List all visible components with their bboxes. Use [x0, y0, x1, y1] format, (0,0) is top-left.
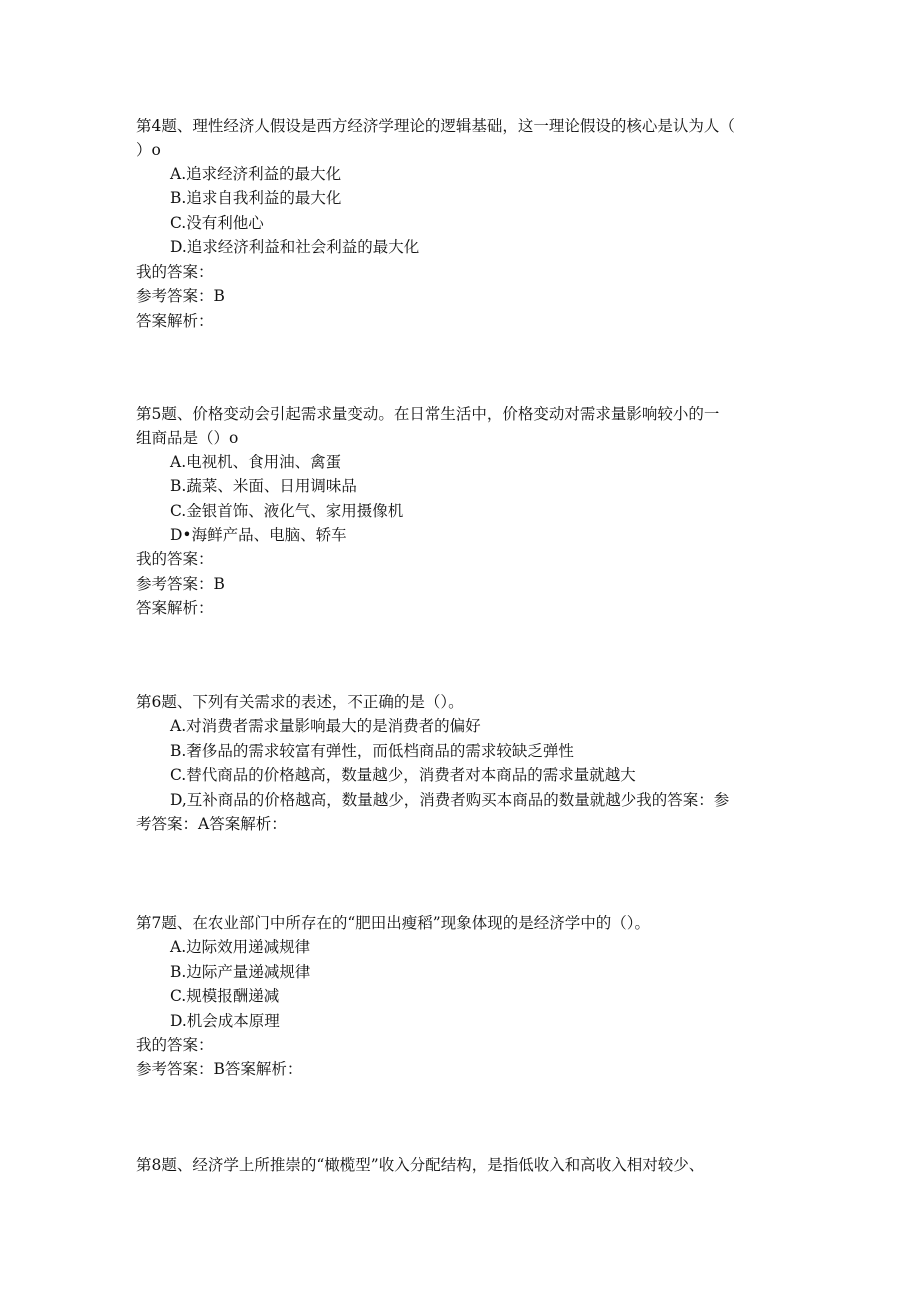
- reference-answer: 参考答案：B答案解析：: [136, 1060, 303, 1078]
- option-a: A.边际效用递减规律: [170, 938, 311, 956]
- answer-analysis: 答案解析：: [136, 312, 214, 330]
- option-d: D•海鲜产品、电脑、轿车: [170, 526, 347, 544]
- reference-answer: 参考答案：B: [136, 287, 225, 305]
- my-answer: 我的答案：: [136, 1036, 214, 1054]
- question-stem: 第4题、理性经济人假设是西方经济学理论的逻辑基础，这一理论假设的核心是认为人（: [136, 117, 735, 135]
- reference-answer: 参考答案：B: [136, 575, 225, 593]
- option-d: D.追求经济利益和社会利益的最大化: [170, 238, 420, 256]
- option-b: B.追求自我利益的最大化: [170, 189, 342, 207]
- option-a: A.对消费者需求量影响最大的是消费者的偏好: [170, 717, 481, 735]
- my-answer: 我的答案：: [136, 550, 214, 568]
- option-c: C.替代商品的价格越高，数量越少，消费者对本商品的需求量就越大: [170, 766, 636, 784]
- option-b: B.奢侈品的需求较富有弹性，而低档商品的需求较缺乏弹性: [170, 742, 574, 760]
- answer-analysis: 答案解析：: [136, 599, 214, 617]
- option-b: B.边际产量递减规律: [170, 963, 311, 981]
- option-c: C.规模报酬递减: [170, 987, 280, 1005]
- my-answer: 我的答案：: [136, 263, 214, 281]
- question-stem: 第7题、在农业部门中所存在的“肥田出瘦稻”现象体现的是经济学中的（）。: [136, 914, 650, 932]
- question-stem: ）o: [136, 141, 161, 159]
- question-stem: 组商品是（）o: [136, 429, 239, 447]
- option-c: C.没有利他心: [170, 214, 264, 232]
- question-stem: 第8题、经济学上所推崇的“橄榄型”收入分配结构，是指低收入和高收入相对较少、: [136, 1156, 705, 1174]
- question-stem: 第5题、价格变动会引起需求量变动。在日常生活中，价格变动对需求量影响较小的一: [136, 405, 720, 423]
- option-a: A.电视机、食用油、禽蛋: [170, 453, 342, 471]
- option-a: A.追求经济利益的最大化: [170, 165, 342, 183]
- option-d: D.机会成本原理: [170, 1012, 280, 1030]
- answer-tail-line: 考答案：A答案解析：: [136, 815, 287, 833]
- option-c: C.金银首饰、液化气、家用摄像机: [170, 502, 404, 520]
- option-d: D,互补商品的价格越高，数量越少，消费者购买本商品的数量就越少我的答案：参: [170, 791, 730, 809]
- question-stem: 第6题、下列有关需求的表述，不正确的是（）。: [136, 693, 464, 711]
- option-b: B.蔬菜、米面、日用调味品: [170, 477, 357, 495]
